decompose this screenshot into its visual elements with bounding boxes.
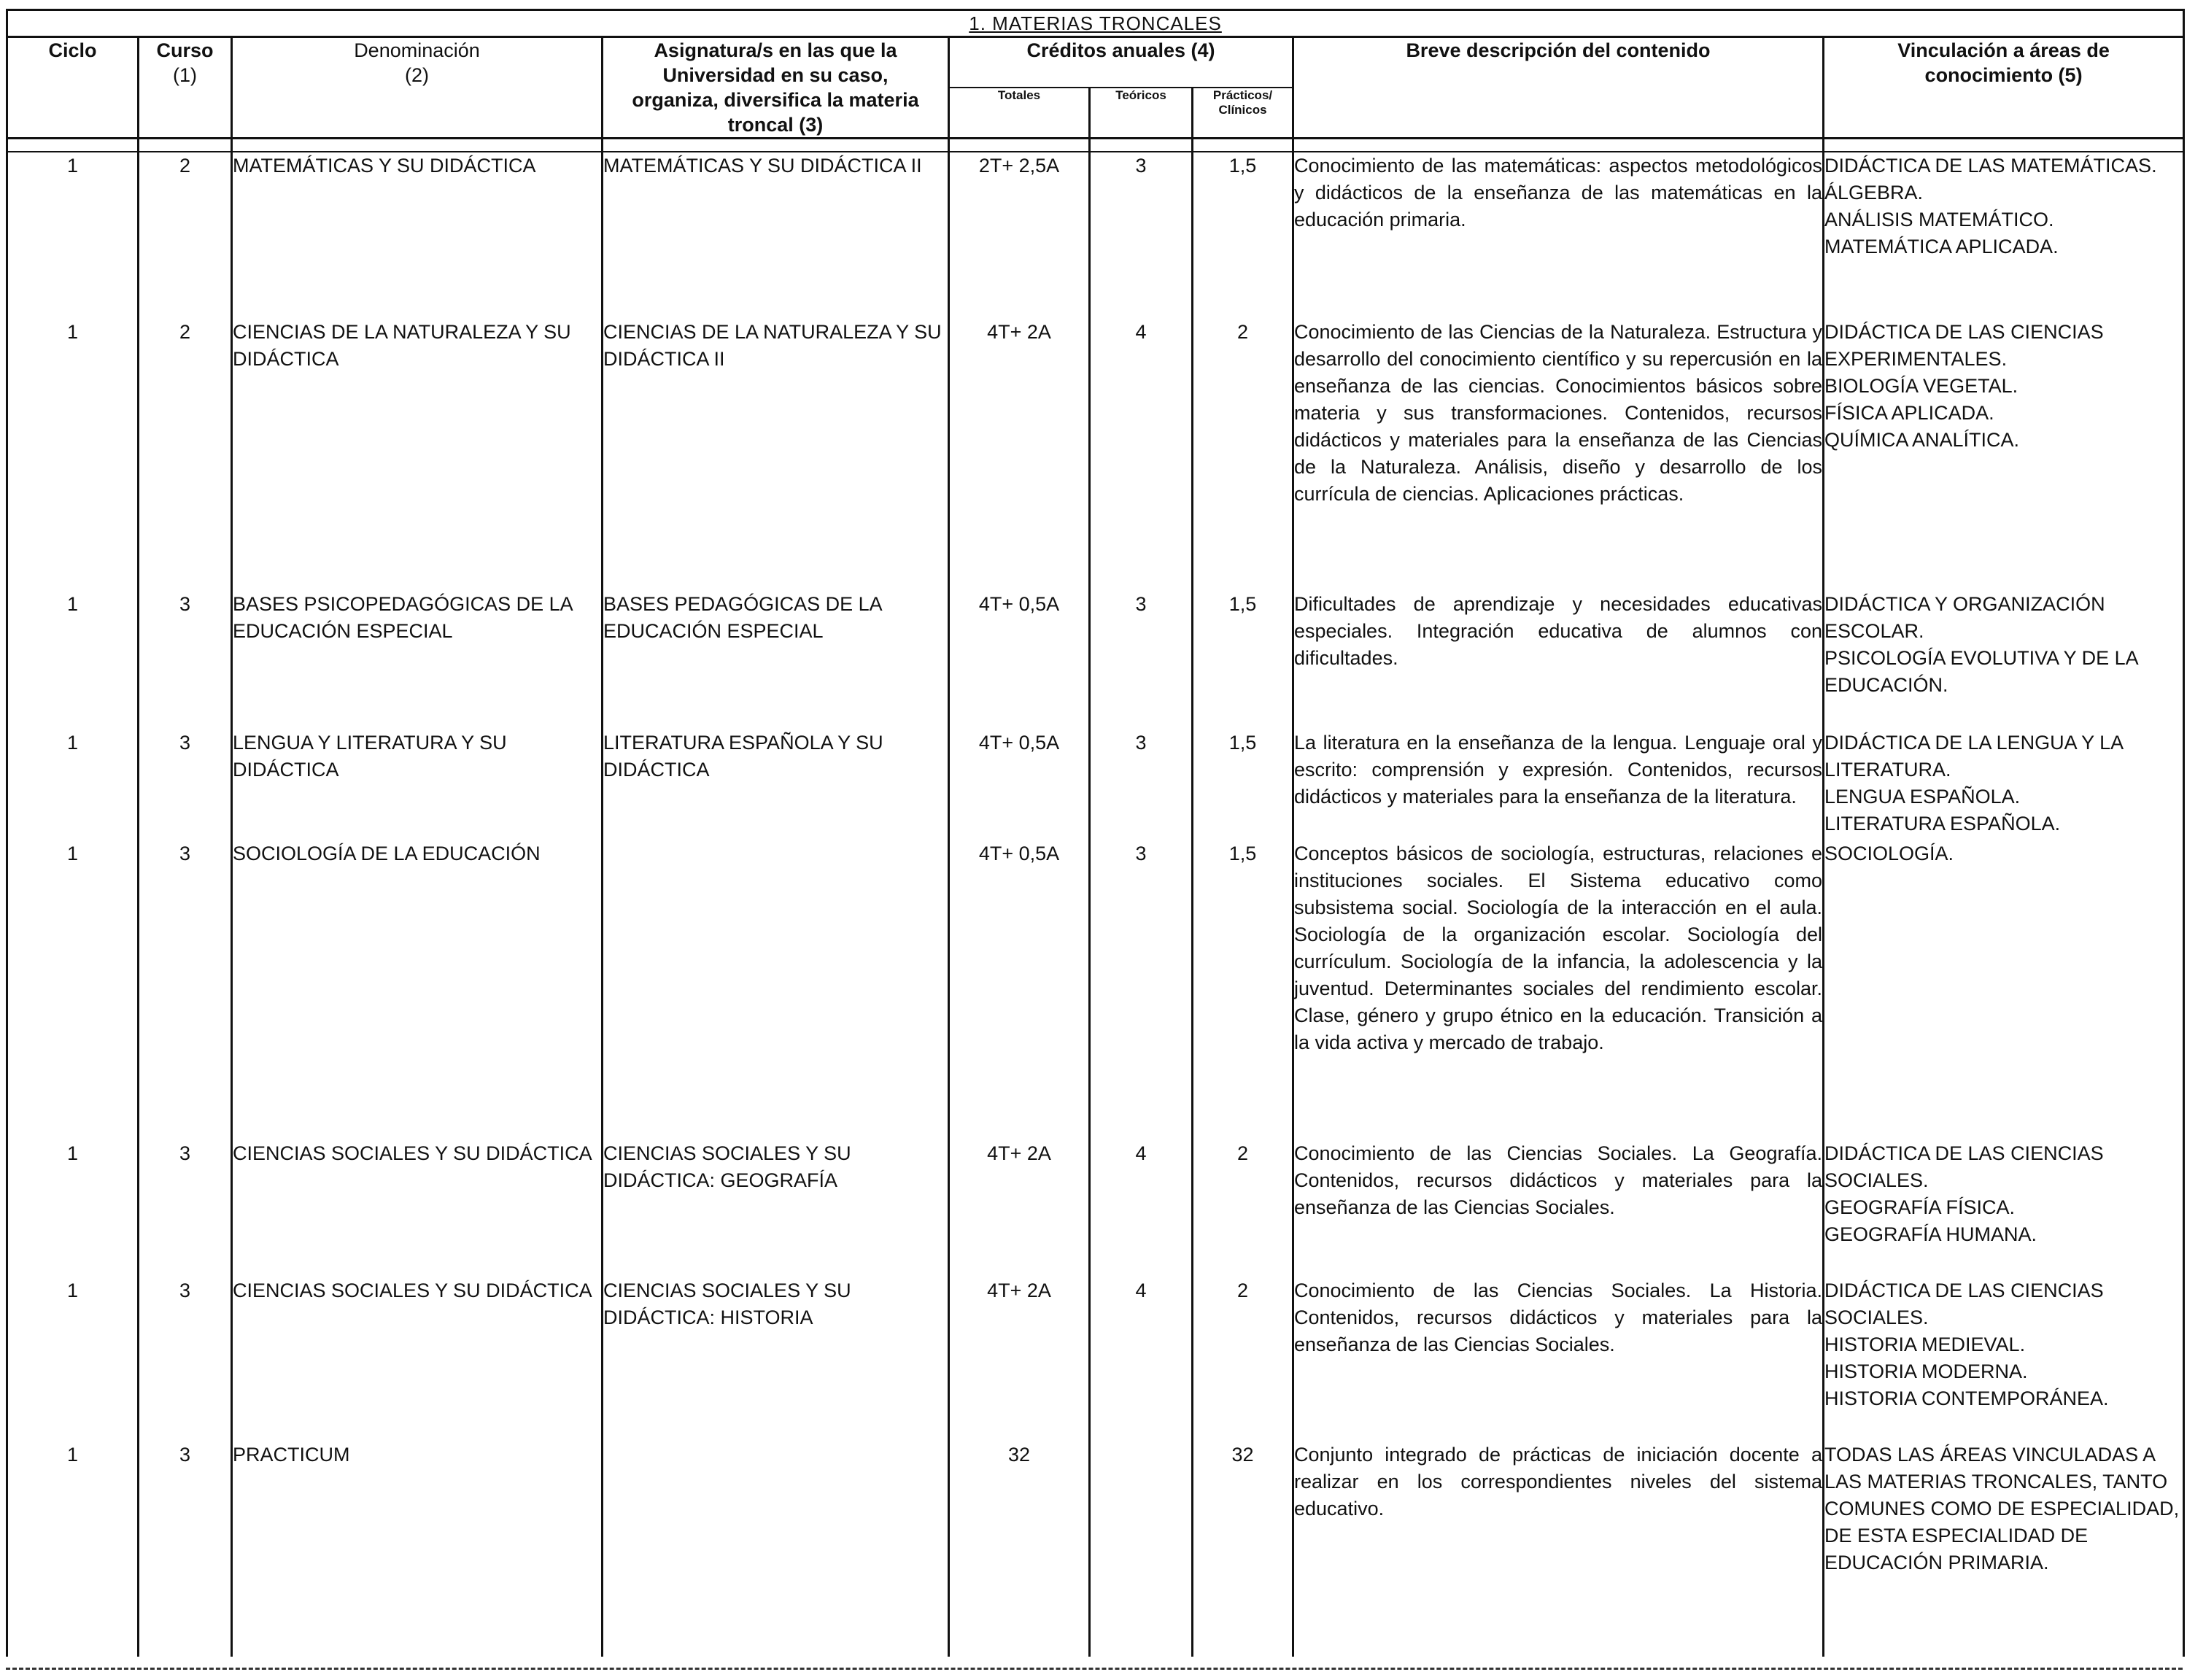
cell-ciclo-text: 1 xyxy=(66,843,79,864)
cell-practicos xyxy=(1193,152,1293,319)
area-item: QUÍMICA ANALÍTICA. xyxy=(1824,429,2020,451)
cell-descripcion-text: Conocimiento de las Ciencias de la Naturaleza. Estructura y desarrollo del conocimiento científico y su repercusión en la enseñanza de las ciencias. Conocimientos básicos sobre materia y sus transformaciones. Contenidos, recursos didácticos y materiales para la enseñanza de las Ciencias de la Naturaleza. Análisis, diseño y desarrollo de los currícula de ciencias. Aplicaciones prácticas. xyxy=(1294,321,1822,505)
cell-practicos-text: 1,5 xyxy=(1228,843,1257,864)
cell-areas xyxy=(1824,1441,2184,1657)
cell-denominacion xyxy=(232,1140,603,1277)
table-row xyxy=(7,1140,2184,1277)
cell-asignatura-text: CIENCIAS SOCIALES Y SU DIDÁCTICA: GEOGRAFÍA xyxy=(603,1142,851,1191)
cell-asignatura-text: BASES PEDAGÓGICAS DE LA EDUCACIÓN ESPECIAL xyxy=(603,593,882,642)
cell-teoricos xyxy=(1090,1441,1193,1657)
header-vinculacion xyxy=(1824,37,2184,139)
table-title xyxy=(7,10,2184,37)
cell-denominacion xyxy=(232,1441,603,1657)
cell-denominacion xyxy=(232,1277,603,1441)
header-curso xyxy=(139,37,232,139)
area-item: BIOLOGÍA VEGETAL. xyxy=(1824,375,2018,397)
header-teoricos-label: Teóricos xyxy=(1115,88,1166,102)
cell-asignatura-text: CIENCIAS DE LA NATURALEZA Y SU DIDÁCTICA II xyxy=(603,321,942,370)
cell-teoricos xyxy=(1090,319,1193,591)
cell-denominacion xyxy=(232,840,603,1140)
cell-totales xyxy=(949,152,1090,319)
header-denominacion-label: Denominación xyxy=(354,39,480,61)
area-item: TODAS LAS ÁREAS VINCULADAS A LAS MATERIAS TRONCALES, TANTO COMUNES COMO DE ESPECIALIDAD, DE ESTA ESPECIALIDAD DE EDUCACIÓN PRIMARIA. xyxy=(1824,1444,2180,1573)
cell-asignatura xyxy=(603,840,949,1140)
header-practicos-line: Prácticos/ xyxy=(1212,88,1273,102)
header-creditos xyxy=(949,37,1293,88)
header-asignaturas-line: organiza, diversifica la materia xyxy=(632,89,919,111)
area-item: DIDÁCTICA DE LA LENGUA Y LA LITERATURA. xyxy=(1824,732,2123,781)
cell-ciclo xyxy=(7,319,139,591)
cell-areas xyxy=(1824,591,2184,729)
cell-curso-text: 2 xyxy=(179,321,191,343)
cell-ciclo xyxy=(7,840,139,1140)
area-item: GEOGRAFÍA HUMANA. xyxy=(1824,1223,2037,1245)
header-practicos-line: Clínicos xyxy=(1218,103,1267,117)
cell-practicos xyxy=(1193,840,1293,1140)
header-denominacion xyxy=(232,37,603,139)
header-creditos-label: Créditos anuales (4) xyxy=(1026,39,1215,61)
cell-denominacion-text: BASES PSICOPEDAGÓGICAS DE LA EDUCACIÓN ESPECIAL xyxy=(233,593,573,642)
cell-curso-text: 3 xyxy=(179,843,191,864)
cell-areas xyxy=(1824,1140,2184,1277)
table-title-text: 1. MATERIAS TRONCALES xyxy=(969,12,1222,34)
area-item: PSICOLOGÍA EVOLUTIVA Y DE LA EDUCACIÓN. xyxy=(1824,647,2138,696)
cell-totales xyxy=(949,840,1090,1140)
cell-practicos-text: 2 xyxy=(1236,1280,1249,1301)
cell-practicos-text: 1,5 xyxy=(1228,593,1257,615)
cell-curso xyxy=(139,840,232,1140)
cell-curso xyxy=(139,1441,232,1657)
header-totales-label: Totales xyxy=(997,88,1041,102)
header-descripcion-label: Breve descripción del contenido xyxy=(1406,39,1711,61)
header-asignaturas-line: Asignatura/s en las que la xyxy=(654,39,897,61)
cell-ciclo xyxy=(7,1140,139,1277)
cell-practicos xyxy=(1193,591,1293,729)
cell-denominacion-text: MATEMÁTICAS Y SU DIDÁCTICA xyxy=(233,155,536,177)
area-item: SOCIOLOGÍA. xyxy=(1824,843,1954,864)
cell-teoricos-text: 3 xyxy=(1135,593,1147,615)
cell-totales-text: 4T+ 2A xyxy=(987,321,1051,343)
cell-ciclo-text: 1 xyxy=(66,732,79,754)
area-item: DIDÁCTICA DE LAS CIENCIAS SOCIALES. xyxy=(1824,1280,2104,1328)
materias-troncales-table xyxy=(6,9,2185,1657)
header-curso-note: (1) xyxy=(173,64,197,86)
cell-ciclo xyxy=(7,1277,139,1441)
cell-curso-text: 3 xyxy=(179,1444,191,1466)
area-item: DIDÁCTICA DE LAS CIENCIAS SOCIALES. xyxy=(1824,1142,2104,1191)
cell-descripcion-text: Dificultades de aprendizaje y necesidades educativas especiales. Integración educativa de alumnos con dificultades. xyxy=(1294,593,1822,669)
cell-practicos xyxy=(1193,319,1293,591)
cell-practicos xyxy=(1193,1140,1293,1277)
cell-areas xyxy=(1824,729,2184,840)
cell-denominacion xyxy=(232,152,603,319)
area-item: ÁLGEBRA. xyxy=(1824,182,1924,204)
cell-ciclo xyxy=(7,1441,139,1657)
cell-totales-text: 4T+ 2A xyxy=(987,1280,1051,1301)
cell-teoricos-text: 4 xyxy=(1135,1142,1147,1164)
cell-denominacion-text: LENGUA Y LITERATURA Y SU DIDÁCTICA xyxy=(233,732,507,781)
header-vinculacion-line: Vinculación a áreas de xyxy=(1897,39,2110,61)
cell-asignatura-text: LITERATURA ESPAÑOLA Y SU DIDÁCTICA xyxy=(603,732,883,781)
cell-teoricos-text: 4 xyxy=(1135,321,1147,343)
cell-denominacion-text: CIENCIAS DE LA NATURALEZA Y SU DIDÁCTICA xyxy=(233,321,571,370)
cell-totales-text: 4T+ 0,5A xyxy=(978,593,1060,615)
cell-totales xyxy=(949,729,1090,840)
cell-teoricos xyxy=(1090,591,1193,729)
cell-curso xyxy=(139,319,232,591)
cell-curso-text: 3 xyxy=(179,732,191,754)
cell-denominacion-text: SOCIOLOGÍA DE LA EDUCACIÓN xyxy=(233,843,541,864)
cell-teoricos xyxy=(1090,840,1193,1140)
cell-denominacion xyxy=(232,319,603,591)
header-asignaturas-line: Universidad en su caso, xyxy=(662,64,889,86)
table-row xyxy=(7,319,2184,591)
cell-ciclo xyxy=(7,591,139,729)
table-row xyxy=(7,1441,2184,1657)
cell-asignatura-text: MATEMÁTICAS Y SU DIDÁCTICA II xyxy=(603,155,922,177)
cell-teoricos-text: 3 xyxy=(1135,843,1147,864)
cell-teoricos-text: 4 xyxy=(1135,1280,1147,1301)
cell-curso xyxy=(139,729,232,840)
cell-areas xyxy=(1824,1277,2184,1441)
cell-descripcion xyxy=(1293,152,1824,319)
cell-teoricos-text: 3 xyxy=(1135,732,1147,754)
area-item: HISTORIA CONTEMPORÁNEA. xyxy=(1824,1387,2109,1409)
cell-practicos-text: 1,5 xyxy=(1228,155,1257,177)
area-item: MATEMÁTICA APLICADA. xyxy=(1824,236,2059,258)
cell-descripcion-text: Conocimiento de las Ciencias Sociales. La Historia. Contenidos, recursos didácticos y materiales para la enseñanza de las Ciencias Sociales. xyxy=(1294,1280,1822,1355)
header-totales xyxy=(949,88,1090,139)
cell-ciclo xyxy=(7,729,139,840)
table-row xyxy=(7,591,2184,729)
cell-ciclo-text: 1 xyxy=(66,155,79,177)
cell-teoricos xyxy=(1090,1277,1193,1441)
cell-curso-text: 2 xyxy=(179,155,191,177)
cell-denominacion xyxy=(232,591,603,729)
cell-denominacion-text: CIENCIAS SOCIALES Y SU DIDÁCTICA xyxy=(233,1142,592,1164)
cell-ciclo-text: 1 xyxy=(66,1142,79,1164)
header-ciclo xyxy=(7,37,139,139)
cell-areas xyxy=(1824,319,2184,591)
cell-asignatura xyxy=(603,1441,949,1657)
cell-totales-text: 4T+ 0,5A xyxy=(978,732,1060,754)
cell-practicos-text: 2 xyxy=(1236,321,1249,343)
area-item: DIDÁCTICA DE LAS MATEMÁTICAS. xyxy=(1824,155,2157,177)
cell-ciclo-text: 1 xyxy=(66,1280,79,1301)
cell-descripcion-text: Conceptos básicos de sociología, estructuras, relaciones e instituciones sociales. El Sistema educativo como subsistema social. Sociología de la interacción en el aula. Sociología de la organización escolar. Sociología del currículum. Sociología de la infancia, la adolescencia y la juventud. Determinantes sociales del rendimiento escolar. Clase, género y grupo étnico en la educación. Transición a la vida activa y mercado de trabajo. xyxy=(1294,843,1822,1053)
cell-denominacion-text: PRACTICUM xyxy=(233,1444,350,1466)
area-item: DIDÁCTICA DE LAS CIENCIAS EXPERIMENTALES. xyxy=(1824,321,2104,370)
cell-descripcion xyxy=(1293,1277,1824,1441)
cell-denominacion xyxy=(232,729,603,840)
area-item: LITERATURA ESPAÑOLA. xyxy=(1824,813,2061,835)
cell-ciclo-text: 1 xyxy=(66,321,79,343)
header-asignaturas xyxy=(603,37,949,139)
cell-asignatura-text: CIENCIAS SOCIALES Y SU DIDÁCTICA: HISTORIA xyxy=(603,1280,851,1328)
cell-descripcion-text: Conjunto integrado de prácticas de iniciación docente a realizar en los correspondientes niveles del sistema educativo. xyxy=(1294,1444,1822,1520)
header-vinculacion-line: conocimiento (5) xyxy=(1924,64,2083,86)
table-row xyxy=(7,152,2184,319)
cell-totales xyxy=(949,1441,1090,1657)
cell-asignatura xyxy=(603,729,949,840)
cell-curso xyxy=(139,152,232,319)
header-denominacion-note: (2) xyxy=(405,64,429,86)
cell-practicos xyxy=(1193,729,1293,840)
cell-asignatura xyxy=(603,591,949,729)
area-item: HISTORIA MEDIEVAL. xyxy=(1824,1333,2026,1355)
cell-descripcion xyxy=(1293,729,1824,840)
cell-asignatura xyxy=(603,152,949,319)
cell-descripcion xyxy=(1293,840,1824,1140)
cell-ciclo-text: 1 xyxy=(66,593,79,615)
header-ciclo-label: Ciclo xyxy=(48,39,97,61)
cell-descripcion-text: La literatura en la enseñanza de la lengua. Lenguaje oral y escrito: comprensión y expresión. Contenidos, recursos didácticos y materiales para la enseñanza de la literatura. xyxy=(1294,732,1822,808)
cell-teoricos-text: 3 xyxy=(1135,155,1147,177)
cell-descripcion xyxy=(1293,1140,1824,1277)
cell-descripcion-text: Conocimiento de las matemáticas: aspectos metodológicos y didácticos de la enseñanza de las matemáticas en la educación primaria. xyxy=(1294,155,1822,231)
area-item: DIDÁCTICA Y ORGANIZACIÓN ESCOLAR. xyxy=(1824,593,2105,642)
cell-practicos-text: 32 xyxy=(1231,1444,1254,1466)
cell-teoricos xyxy=(1090,729,1193,840)
header-asignaturas-line: troncal (3) xyxy=(727,114,824,136)
cell-descripcion xyxy=(1293,591,1824,729)
cell-asignatura xyxy=(603,319,949,591)
area-item: GEOGRAFÍA FÍSICA. xyxy=(1824,1196,2016,1218)
cell-curso-text: 3 xyxy=(179,1142,191,1164)
cell-totales xyxy=(949,319,1090,591)
header-descripcion xyxy=(1293,37,1824,139)
cell-curso-text: 3 xyxy=(179,1280,191,1301)
cell-totales-text: 4T+ 2A xyxy=(987,1142,1051,1164)
cell-descripcion xyxy=(1293,319,1824,591)
cell-asignatura xyxy=(603,1277,949,1441)
cell-curso xyxy=(139,1277,232,1441)
cell-totales-text: 4T+ 0,5A xyxy=(978,843,1060,864)
cell-ciclo xyxy=(7,152,139,319)
cell-descripcion xyxy=(1293,1441,1824,1657)
area-item: LENGUA ESPAÑOLA. xyxy=(1824,786,2021,808)
table-row xyxy=(7,1277,2184,1441)
cell-teoricos xyxy=(1090,152,1193,319)
cell-descripcion-text: Conocimiento de las Ciencias Sociales. La Geografía. Contenidos, recursos didácticos y materiales para la enseñanza de las Ciencias Sociales. xyxy=(1294,1142,1822,1218)
cell-curso xyxy=(139,1140,232,1277)
cell-denominacion-text: CIENCIAS SOCIALES Y SU DIDÁCTICA xyxy=(233,1280,592,1301)
cell-asignatura xyxy=(603,1140,949,1277)
cell-ciclo-text: 1 xyxy=(66,1444,79,1466)
bottom-rule xyxy=(6,1668,2183,1670)
area-item: FÍSICA APLICADA. xyxy=(1824,402,1994,424)
header-curso-label: Curso xyxy=(156,39,214,61)
cell-totales-text: 32 xyxy=(1007,1444,1031,1466)
cell-practicos-text: 2 xyxy=(1236,1142,1249,1164)
area-item: HISTORIA MODERNA. xyxy=(1824,1360,2028,1382)
table-body xyxy=(7,152,2184,1657)
area-item: ANÁLISIS MATEMÁTICO. xyxy=(1824,209,2054,231)
cell-practicos-text: 1,5 xyxy=(1228,732,1257,754)
cell-practicos xyxy=(1193,1441,1293,1657)
cell-totales-text: 2T+ 2,5A xyxy=(978,155,1060,177)
table-row xyxy=(7,729,2184,840)
cell-curso xyxy=(139,591,232,729)
table-row xyxy=(7,840,2184,1140)
cell-teoricos xyxy=(1090,1140,1193,1277)
cell-practicos xyxy=(1193,1277,1293,1441)
header-teoricos xyxy=(1090,88,1193,139)
header-practicos xyxy=(1193,88,1293,139)
cell-areas xyxy=(1824,152,2184,319)
cell-totales xyxy=(949,591,1090,729)
cell-totales xyxy=(949,1277,1090,1441)
cell-areas xyxy=(1824,840,2184,1140)
cell-curso-text: 3 xyxy=(179,593,191,615)
cell-totales xyxy=(949,1140,1090,1277)
